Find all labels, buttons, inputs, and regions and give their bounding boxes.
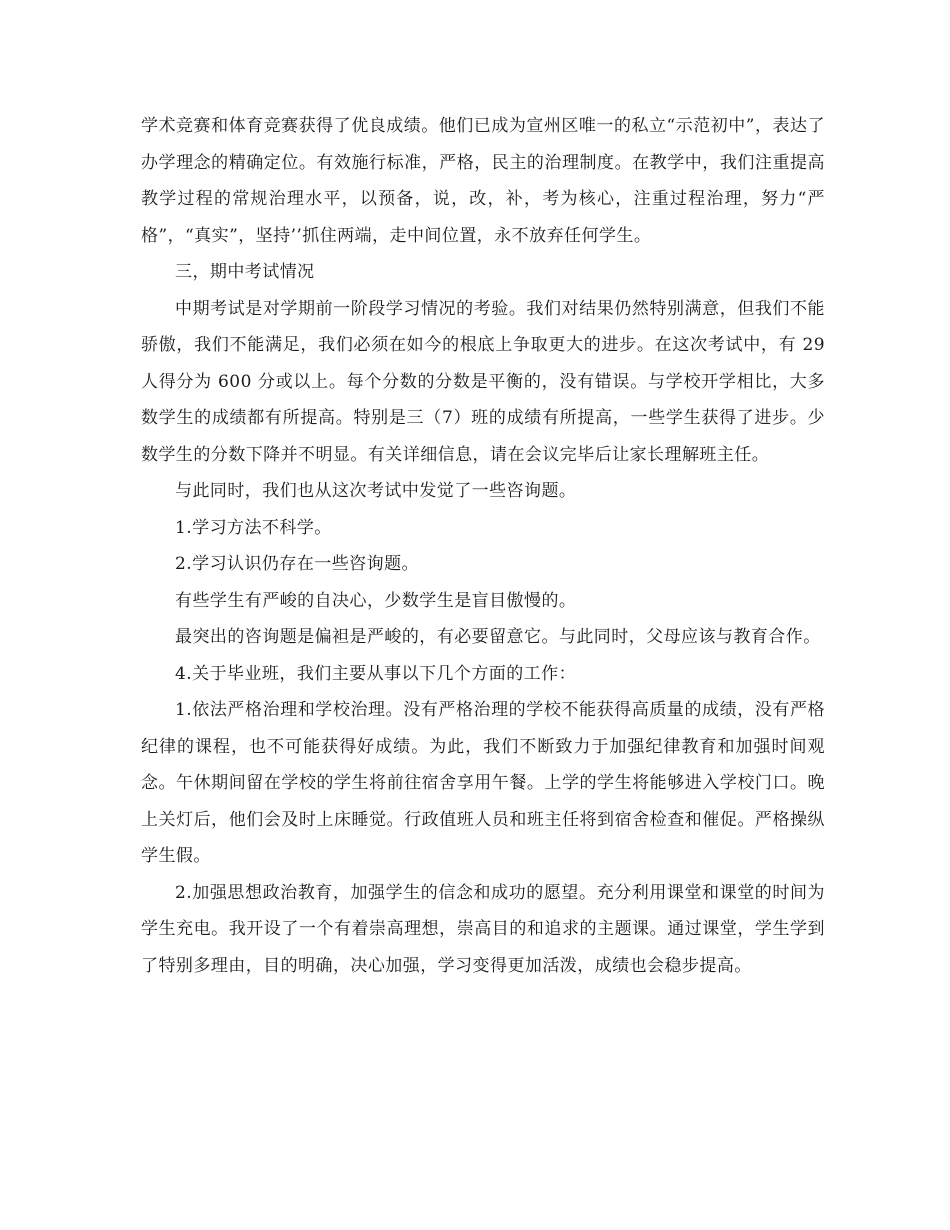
section-heading-graduating-class: 4.关于毕业班，我们主要从事以下几个方面的工作：: [175, 663, 577, 684]
list-item-work-2: 2.加强思想政治教育，加强学生的信念和成功的愿望。充分利用课堂和课堂的时间为学生充电。我开设了一个有着崇高理想，崇高目的和追求的主题课。通过课堂，学生学到了特别多理由，目的明确，决心加强，学习变得更加活泼，成绩也会稳步提高。: [141, 882, 825, 976]
paragraph-midterm-results: 中期考试是对学期前一阶段学习情况的考验。我们对结果仍然特别满意，但我们不能骄傲，我们不能满足，我们必须在如今的根底上争取更大的进步。在这次考试中，有 29 人得分为 600 分或以上。每个分数的分数是平衡的，没有错误。与学校开学相比，大多数学生的成绩都有所提高。特别是三（7）班的成绩有所提高，一些学生获得了进步。少数学生的分数下降并不明显。有关详细信息，请在会议完毕后让家长理解班主任。: [141, 298, 825, 465]
paragraph-problems-intro: 与此同时，我们也从这次考试中发觉了一些咨询题。: [175, 481, 577, 501]
list-item-work-1: 1.依法严格治理和学校治理。没有严格治理的学校不能获得高质量的成绩，没有严格纪律的课程，也不可能获得好成绩。为此，我们不断致力于加强纪律教育和加强时间观念。午休期间留在学校的学生将前往宿舍享用午餐。上学的学生将能够进入学校门口。晚上关灯后，他们会及时上床睡觉。行政值班人员和班主任将到宿舍检查和催促。严格操纵学生假。: [141, 700, 825, 866]
paragraph-imbalance: 最突出的咨询题是偏袒是严峻的，有必要留意它。与此同时，父母应该与教育合作。: [175, 627, 821, 647]
document-page: [141, 108, 825, 984]
list-item-problem-1: 1.学习方法不科学。: [175, 517, 332, 538]
list-item-problem-2: 2.学习认识仍存在一些咨询题。: [175, 554, 419, 574]
paragraph-achievements: 学术竞赛和体育竞赛获得了优良成绩。他们已成为宣州区唯一的私立“示范初中”，表达了办学理念的精确定位。有效施行标准，严格，民主的治理制度。在教学中，我们注重提高教学过程的常规治理水平，以预备，说，改，补，考为核心，注重过程治理，努力“严格”，“真实”，坚持’’抓住两端，走中间位置，永不放弃任何学生。: [141, 116, 825, 246]
paragraph-confidence: 有些学生有严峻的自决心，少数学生是盲目傲慢的。: [175, 590, 577, 611]
section-heading-midterm: 三，期中考试情况: [175, 262, 315, 282]
